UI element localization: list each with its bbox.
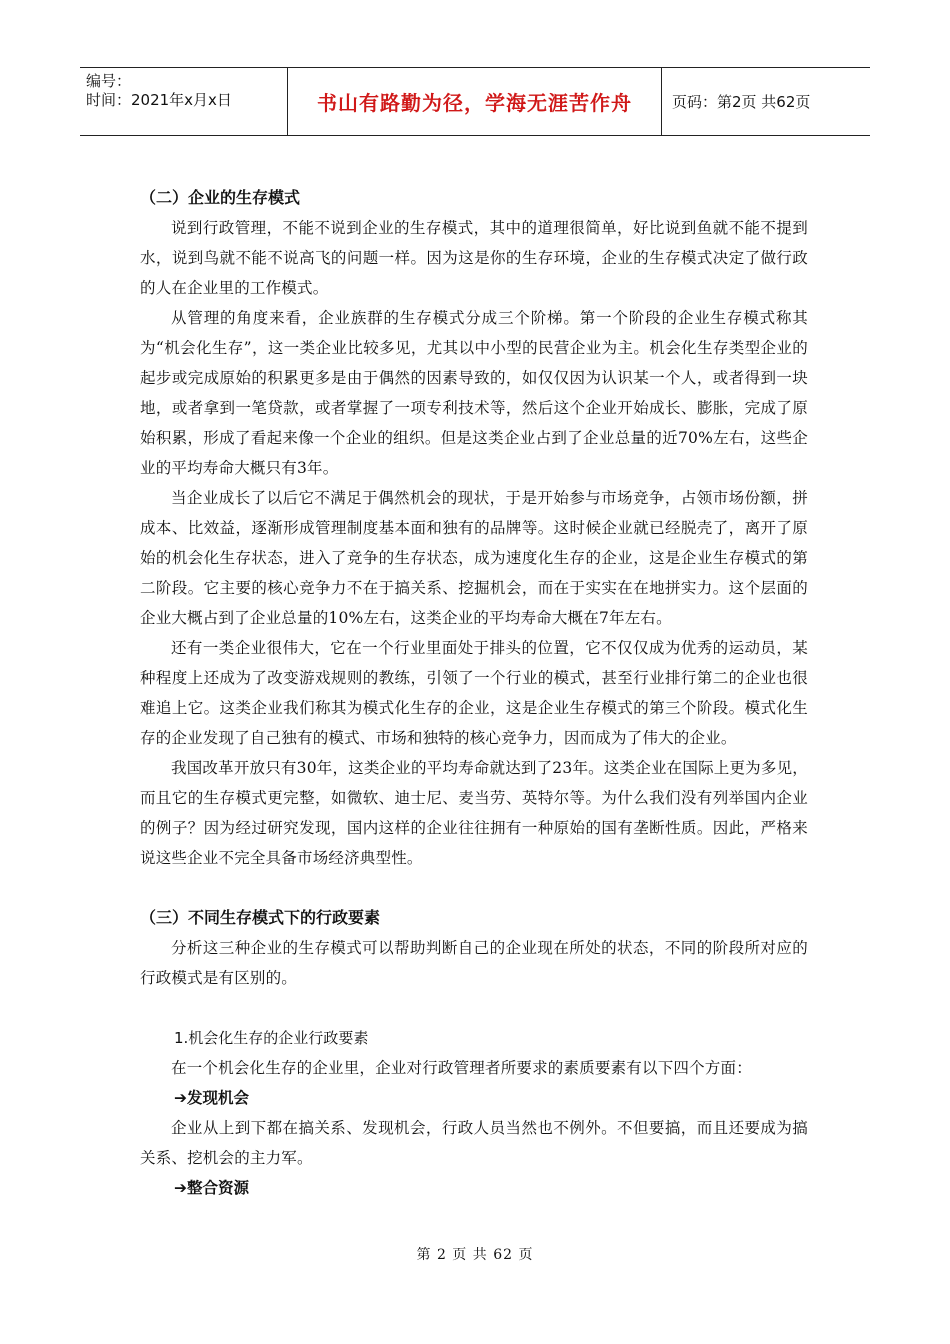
- paragraph: 从管理的角度来看，企业族群的生存模式分成三个阶梯。第一个阶段的企业生存模式称其为“机会化生存”，这一类企业比较多见，尤其以中小型的民营企业为主。机会化生存类型企业的起步或完成原始的积累更多是由于偶然的因素导致的，如仅仅因为认识某一个人，或者得到一块地，或者拿到一笔贷款，或者掌握了一项专利技术等，然后这个企业开始成长、膨胀，完成了原始积累，形成了看起来像一个企业的组织。但是这类企业占到了企业总量的近70%左右，这些企业的平均寿命大概只有3年。: [140, 309, 808, 477]
- paragraph: 企业从上到下都在搞关系、发现机会，行政人员当然也不例外。不但要搞，而且还要成为搞关系、挖机会的主力军。: [140, 1119, 808, 1167]
- bullet-label: 整合资源: [187, 1179, 250, 1197]
- subsection-heading: 1.机会化生存的企业行政要素: [174, 1029, 369, 1047]
- arrow-icon: ➔: [174, 1179, 187, 1197]
- doc-time-label: 时间：2021年x月x日: [86, 91, 232, 109]
- bullet-heading: [140, 1173, 808, 1203]
- doc-number-label: 编号：: [86, 72, 132, 90]
- bullet-label: 发现机会: [187, 1089, 250, 1107]
- paragraph: 在一个机会化生存的企业里，企业对行政管理者所要求的素质要素有以下四个方面：: [171, 1059, 752, 1077]
- bullet-heading: [140, 1083, 808, 1113]
- paragraph: 我国改革开放只有30年，这类企业的平均寿命就达到了23年。这类企业在国际上更为多见，而且它的生存模式更完整，如微软、迪士尼、麦当劳、英特尔等。为什么我们没有列举国内企业的例子？因为经过研究发现，国内这样的企业往往拥有一种原始的国有垄断性质。因此，严格来说这些企业不完全具备市场经济典型性。: [140, 759, 808, 867]
- section-heading-3: （三）不同生存模式下的行政要素: [140, 908, 381, 927]
- paragraph: 还有一类企业很伟大，它在一个行业里面处于排头的位置，它不仅仅成为优秀的运动员，某种程度上还成为了改变游戏规则的教练，引领了一个行业的模式，甚至行业排行第二的企业也很难追上它。这类企业我们称其为模式化生存的企业，这是企业生存模式的第三个阶段。模式化生存的企业发现了自己独有的模式、市场和独特的核心竞争力，因而成为了伟大的企业。: [140, 639, 808, 747]
- header-page-info: 页码：第2页 共62页: [672, 93, 811, 111]
- page-footer: 第 2 页 共 62 页: [416, 1247, 534, 1263]
- header-meta: [80, 68, 288, 135]
- arrow-icon: ➔: [174, 1089, 187, 1107]
- paragraph: 分析这三种企业的生存模式可以帮助判断自己的企业现在所处的状态，不同的阶段所对应的行政模式是有区别的。: [140, 939, 808, 987]
- paragraph: 当企业成长了以后它不满足于偶然机会的现状，于是开始参与市场竞争，占领市场份额，拼成本、比效益，逐渐形成管理制度基本面和独有的品牌等。这时候企业就已经脱壳了，离开了原始的机会化生存状态，进入了竞争的生存状态，成为速度化生存的企业，这是企业生存模式的第二阶段。它主要的核心竞争力不在于搞关系、挖掘机会，而在于实实在在地拼实力。这个层面的企业大概占到了企业总量的10%左右，这类企业的平均寿命大概在7年左右。: [140, 489, 808, 627]
- paragraph: 说到行政管理，不能不说到企业的生存模式，其中的道理很简单，好比说到鱼就不能不提到水，说到鸟就不能不说高飞的问题一样。因为这是你的生存环境，企业的生存模式决定了做行政的人在企业里的工作模式。: [140, 219, 808, 297]
- header-motto: 书山有路勤为径，学海无涯苦作舟: [288, 68, 662, 135]
- spacer: [140, 873, 808, 903]
- document-body: [140, 183, 808, 1203]
- page-header: [80, 67, 870, 136]
- spacer: [140, 993, 808, 1023]
- section-heading-2: （二）企业的生存模式: [140, 188, 301, 207]
